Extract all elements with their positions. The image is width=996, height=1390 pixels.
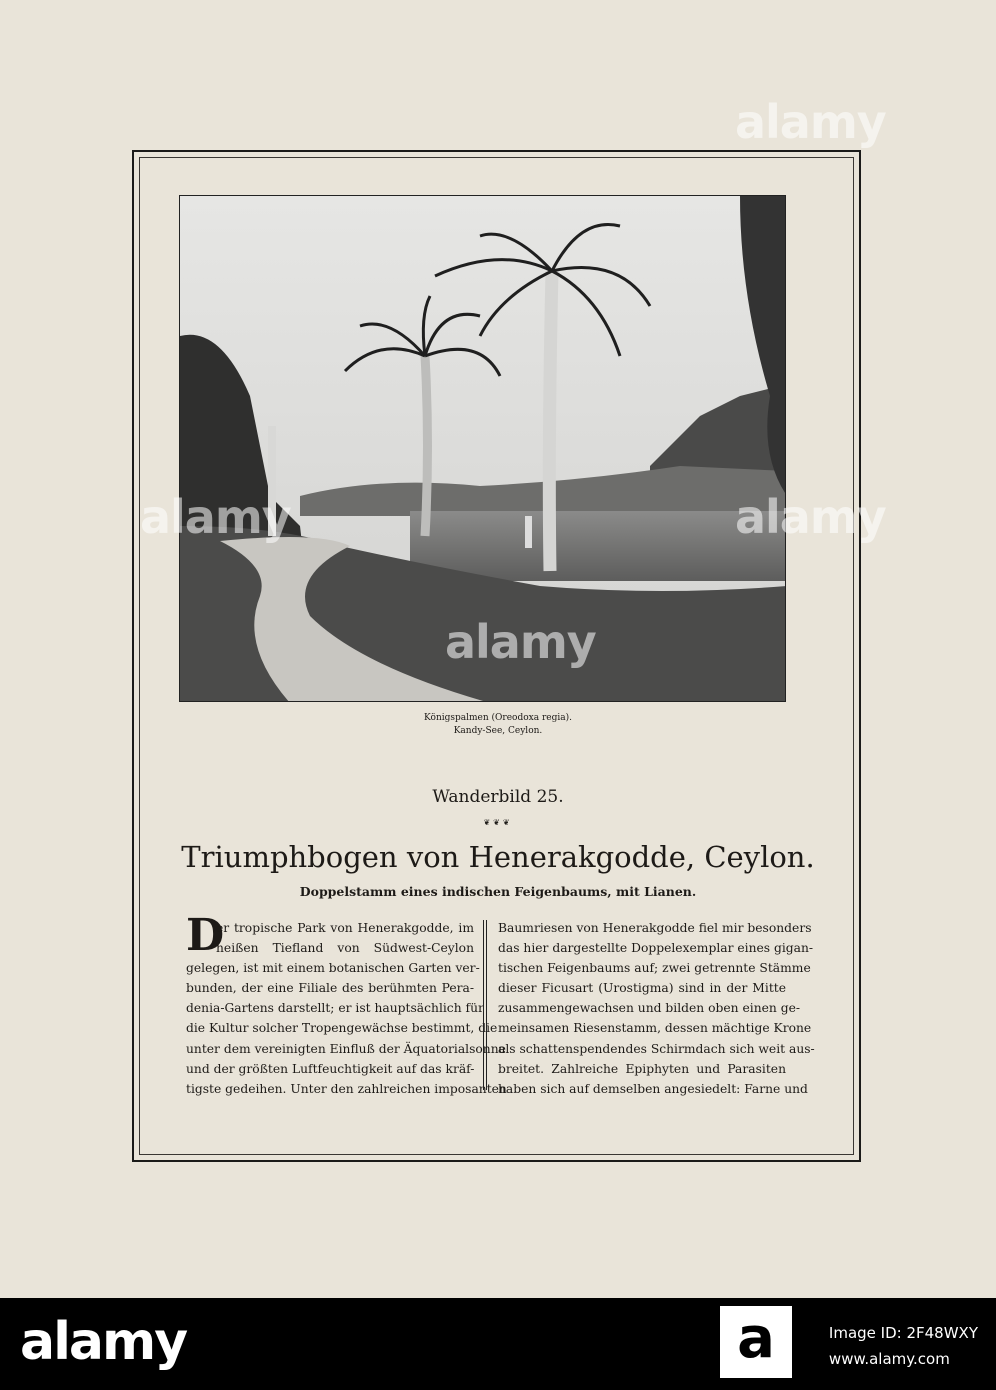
text-line: gelegen, ist mit einem botanischen Garten ver- (186, 961, 480, 976)
alamy-url: www.alamy.com (828, 1350, 950, 1368)
text-line: das hier dargestellte Doppelexemplar eines gigan- (498, 941, 814, 956)
alamy-logo: alamy (20, 1312, 187, 1372)
image-id: Image ID: 2F48WXY (828, 1324, 978, 1342)
text-line: als schattenspendendes Schirmdach sich weit aus- (498, 1041, 815, 1056)
text-line: er tropische Park von Henerakgodde, im (216, 921, 474, 935)
text-line: heißen Tiefland von Südwest-Ceylon (216, 941, 474, 956)
text-line: bunden, der eine Filiale des berühmten Pera- (186, 981, 474, 996)
text-line: denia-Gartens darstellt; er ist hauptsächlich für (186, 1001, 484, 1016)
text-column-left (186, 918, 507, 1099)
photo-caption-line-2: Kandy-See, Ceylon. (453, 726, 543, 736)
watermark: alamy (735, 95, 886, 149)
text-line: dieser Ficusart (Urostigma) sind in der Mitte (498, 981, 786, 996)
alamy-logo-mark: a (720, 1306, 792, 1378)
photo-caption-line-1: Königspalmen (Oreodoxa regia). (424, 713, 572, 723)
stock-photo-banner (0, 1298, 996, 1390)
text-column-right (498, 918, 815, 1099)
text-line: tigste gedeihen. Unter den zahlreichen imposanten (186, 1081, 507, 1096)
text-line: meinsamen Riesenstamm, dessen mächtige Krone (498, 1021, 812, 1036)
column-rule (483, 920, 487, 1090)
ornament-divider: ❦❦❦ (483, 818, 513, 827)
drop-cap: D (186, 910, 225, 961)
image-id-info (829, 1320, 978, 1372)
text-line: unter dem vereinigten Einfluß der Äquatorialsonne (186, 1041, 506, 1056)
text-line: und der größten Luftfeuchtigkeit auf das kräf- (186, 1061, 475, 1076)
section-label: Wanderbild 25. (432, 787, 564, 807)
watermark: alamy (140, 490, 291, 544)
watermark: alamy (445, 615, 596, 669)
text-line: haben sich auf demselben angesiedelt: Farne und (498, 1081, 808, 1096)
text-line: zusammengewachsen und bilden oben einen ge- (498, 1001, 801, 1016)
watermark: alamy (735, 490, 886, 544)
text-line: Baumriesen von Henerakgodde fiel mir besonders (498, 921, 812, 935)
text-line: tischen Feigenbaums auf; zwei getrennte Stämme (498, 961, 811, 976)
article-title: Triumphbogen von Henerakgodde, Ceylon. (181, 840, 815, 874)
text-line: die Kultur solcher Tropengewächse bestimmt, die (186, 1021, 498, 1036)
article-subtitle: Doppelstamm eines indischen Feigenbaums, mit Lianen. (299, 884, 697, 899)
text-line: breitet. Zahlreiche Epiphyten und Parasiten (498, 1061, 786, 1076)
